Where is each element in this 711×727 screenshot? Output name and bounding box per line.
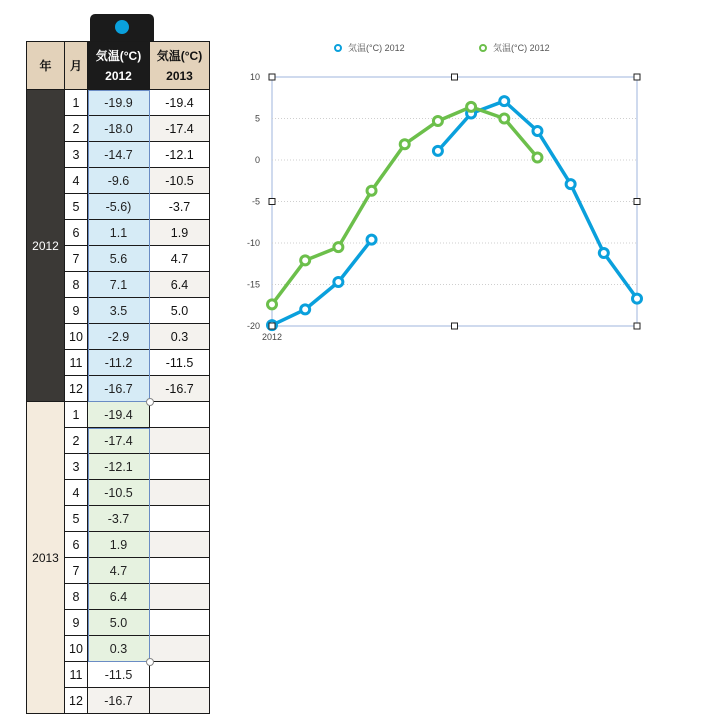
- data-point-series-2[interactable]: [533, 153, 542, 162]
- chart-resize-handle[interactable]: [634, 323, 640, 329]
- legend-label-1: 気温(°C) 2012: [348, 43, 405, 53]
- month-cell[interactable]: 6: [65, 532, 88, 558]
- data-point-series-2[interactable]: [467, 102, 476, 111]
- data-point-series-2[interactable]: [400, 140, 409, 149]
- month-cell[interactable]: 7: [65, 558, 88, 584]
- data-point-series-2[interactable]: [334, 243, 343, 252]
- temp-2012-cell[interactable]: -16.7: [88, 376, 150, 402]
- month-cell[interactable]: 9: [65, 298, 88, 324]
- temp-2012-cell[interactable]: -5.6): [88, 194, 150, 220]
- legend-marker-2: [480, 45, 486, 51]
- y-tick-label: 10: [249, 72, 260, 82]
- data-point-series-1[interactable]: [566, 180, 575, 189]
- temp-2012-cell[interactable]: 7.1: [88, 272, 150, 298]
- header-temp-2012-line2: 2012: [105, 68, 132, 83]
- chart-resize-handle[interactable]: [634, 74, 640, 80]
- data-point-series-2[interactable]: [500, 114, 509, 123]
- y-tick-label: 5: [254, 113, 260, 124]
- temp-2013-cell[interactable]: 1.9: [150, 220, 210, 246]
- temp-2012-cell[interactable]: 6.4: [88, 584, 150, 610]
- temp-2013-cell[interactable]: -19.4: [150, 90, 210, 116]
- data-point-series-1[interactable]: [367, 235, 376, 244]
- temp-2012-cell[interactable]: -19.9: [88, 90, 150, 116]
- chart-resize-handle[interactable]: [269, 74, 275, 80]
- temp-2012-cell[interactable]: -19.4: [88, 402, 150, 428]
- temp-2013-cell[interactable]: 0.3: [150, 324, 210, 350]
- temp-2012-cell[interactable]: -9.6: [88, 168, 150, 194]
- temp-2012-cell[interactable]: 5.0: [88, 610, 150, 636]
- temp-2013-cell[interactable]: -11.5: [150, 350, 210, 376]
- year-cell-2013[interactable]: 2013: [27, 402, 65, 714]
- month-cell[interactable]: 7: [65, 246, 88, 272]
- data-point-series-2[interactable]: [433, 116, 442, 125]
- chart-resize-handle[interactable]: [452, 74, 458, 80]
- series-line-2[interactable]: [272, 107, 537, 305]
- month-cell[interactable]: 11: [65, 350, 88, 376]
- legend-label-2: 気温(°C) 2012: [493, 43, 550, 53]
- temp-2013-cell[interactable]: -16.7: [150, 376, 210, 402]
- header-temp-2013-line1: 気温(°C): [156, 48, 203, 63]
- temp-2013-cell[interactable]: 6.4: [150, 272, 210, 298]
- y-tick-label: -5: [251, 196, 260, 207]
- month-cell[interactable]: 10: [65, 324, 88, 350]
- header-year-label: 年: [39, 58, 52, 73]
- month-cell[interactable]: 3: [65, 454, 88, 480]
- y-tick-label: -15: [246, 279, 260, 290]
- header-temp-2012-line1: 気温(°C): [95, 48, 142, 63]
- data-point-series-1[interactable]: [533, 126, 542, 135]
- data-point-series-2[interactable]: [268, 300, 277, 309]
- month-cell[interactable]: 3: [65, 142, 88, 168]
- month-cell[interactable]: 5: [65, 506, 88, 532]
- chart-resize-handle[interactable]: [269, 323, 275, 329]
- month-cell[interactable]: 4: [65, 480, 88, 506]
- temp-2013-cell[interactable]: -12.1: [150, 142, 210, 168]
- data-point-series-2[interactable]: [367, 186, 376, 195]
- temp-2012-cell[interactable]: -10.5: [88, 480, 150, 506]
- month-cell[interactable]: 8: [65, 272, 88, 298]
- year-cell-2012[interactable]: 2012: [27, 90, 65, 402]
- chart-resize-handle[interactable]: [634, 199, 640, 205]
- temp-2012-cell[interactable]: 3.5: [88, 298, 150, 324]
- month-cell[interactable]: 2: [65, 428, 88, 454]
- legend-marker-1: [335, 45, 341, 51]
- month-cell[interactable]: 8: [65, 584, 88, 610]
- month-cell[interactable]: 1: [65, 402, 88, 428]
- month-cell[interactable]: 1: [65, 90, 88, 116]
- x-tick-label: 2012: [261, 332, 283, 342]
- temp-2013-cell[interactable]: -3.7: [150, 194, 210, 220]
- y-tick-label: -10: [246, 238, 260, 248]
- month-cell[interactable]: 5: [65, 194, 88, 220]
- chart-resize-handle[interactable]: [452, 323, 458, 329]
- month-cell[interactable]: 12: [65, 376, 88, 402]
- month-cell[interactable]: 11: [65, 662, 88, 688]
- month-cell[interactable]: 12: [65, 688, 88, 714]
- temp-2012-cell[interactable]: 4.7: [88, 558, 150, 584]
- temp-2012-cell[interactable]: -3.7: [88, 506, 150, 532]
- temp-2012-cell[interactable]: -2.9: [88, 324, 150, 350]
- data-point-series-1[interactable]: [334, 278, 343, 287]
- month-cell[interactable]: 10: [65, 636, 88, 662]
- temp-2012-cell[interactable]: 1.9: [88, 532, 150, 558]
- month-cell[interactable]: 6: [65, 220, 88, 246]
- month-cell[interactable]: 4: [65, 168, 88, 194]
- data-point-series-1[interactable]: [599, 248, 608, 257]
- temp-2012-cell[interactable]: -17.4: [88, 428, 150, 454]
- temp-2012-cell[interactable]: -11.5: [88, 662, 150, 688]
- header-month-label: 月: [69, 58, 82, 73]
- header-temp-2013-line2: 2013: [166, 68, 193, 83]
- temp-2012-cell[interactable]: 1.1: [88, 220, 150, 246]
- month-cell[interactable]: 9: [65, 610, 88, 636]
- temp-2012-cell[interactable]: -18.0: [88, 116, 150, 142]
- data-point-series-1[interactable]: [500, 97, 509, 106]
- data-point-series-1[interactable]: [433, 146, 442, 155]
- chart-resize-handle[interactable]: [269, 199, 275, 205]
- temp-2012-cell[interactable]: -16.7: [88, 688, 150, 714]
- y-tick-label: 0: [254, 155, 260, 165]
- temp-2012-cell[interactable]: 5.6: [88, 246, 150, 272]
- temp-2013-cell[interactable]: -10.5: [150, 168, 210, 194]
- temp-2012-cell[interactable]: -14.7: [88, 142, 150, 168]
- data-point-series-1[interactable]: [301, 305, 310, 314]
- temp-2013-cell[interactable]: 4.7: [150, 246, 210, 272]
- data-point-series-1[interactable]: [633, 294, 642, 303]
- temp-2012-cell[interactable]: -12.1: [88, 454, 150, 480]
- temp-2012-cell[interactable]: 0.3: [88, 636, 150, 662]
- y-tick-label: -20: [246, 321, 260, 331]
- temp-2012-cell[interactable]: -11.2: [88, 350, 150, 376]
- data-point-series-2[interactable]: [301, 256, 310, 265]
- temp-2013-cell[interactable]: 5.0: [150, 298, 210, 324]
- month-cell[interactable]: 2: [65, 116, 88, 142]
- temp-2013-cell[interactable]: -17.4: [150, 116, 210, 142]
